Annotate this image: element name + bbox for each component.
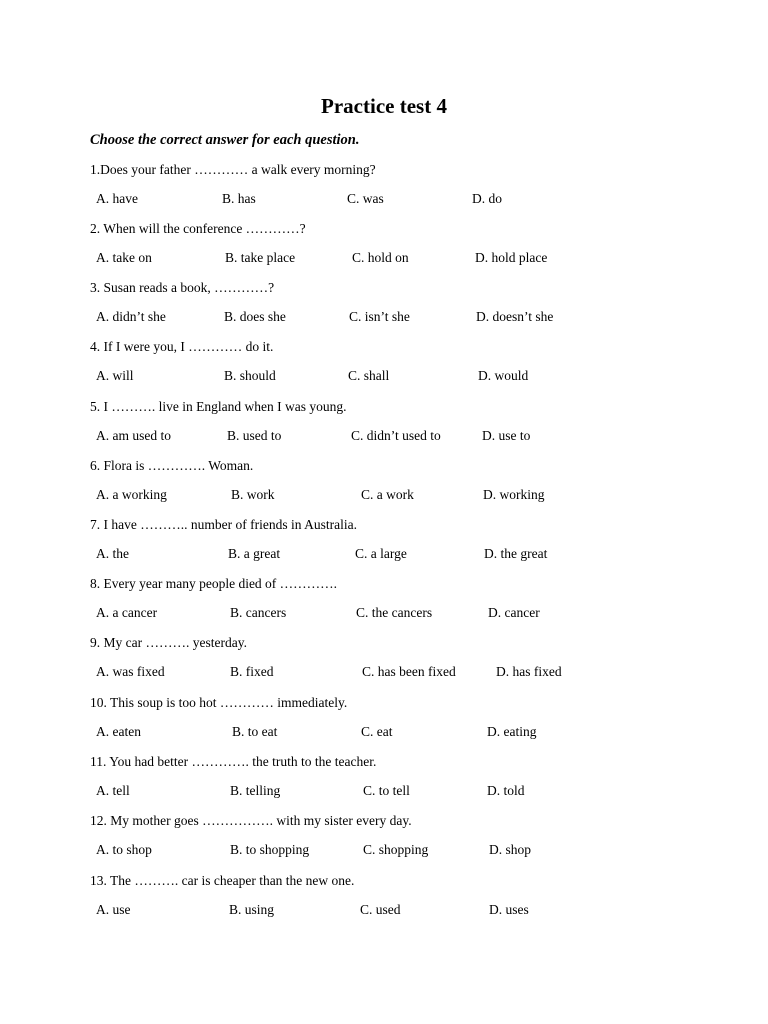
option-d: D. eating (487, 724, 537, 739)
option-a: A. am used to (96, 428, 171, 443)
question-stem: 2. When will the conference …………? (90, 221, 306, 236)
question-stem: 1.Does your father ………… a walk every morning? (90, 162, 376, 177)
option-a: A. didn’t she (96, 309, 166, 324)
option-c: C. didn’t used to (351, 428, 441, 443)
option-b: B. has (222, 191, 256, 206)
option-d: D. uses (489, 902, 529, 917)
option-c: C. isn’t she (349, 309, 410, 324)
option-a: A. to shop (96, 842, 152, 857)
option-a: A. have (96, 191, 138, 206)
option-c: C. a work (361, 487, 414, 502)
option-d: D. doesn’t she (476, 309, 554, 324)
question-stem: 11. You had better …………. the truth to the teacher. (90, 754, 377, 769)
option-c: C. a large (355, 546, 407, 561)
question-stem: 13. The ………. car is cheaper than the new one. (90, 873, 355, 888)
question-stem: 4. If I were you, I ………… do it. (90, 339, 274, 354)
option-b: B. to eat (232, 724, 278, 739)
question-stem: 3. Susan reads a book, …………? (90, 280, 275, 295)
page-title: Practice test 4 (321, 94, 447, 118)
option-b: B. fixed (230, 664, 274, 679)
option-b: B. should (224, 368, 276, 383)
question-stem: 8. Every year many people died of …………. (90, 576, 338, 591)
question-stem: 10. This soup is too hot ………… immediately. (90, 695, 348, 710)
option-b: B. take place (225, 250, 296, 265)
option-c: C. used (360, 902, 401, 917)
option-b: B. a great (228, 546, 281, 561)
option-d: D. hold place (475, 250, 548, 265)
question-stem: 9. My car ………. yesterday. (90, 635, 247, 650)
option-c: C. the cancers (356, 605, 433, 620)
option-d: D. the great (484, 546, 548, 561)
option-a: A. take on (96, 250, 152, 265)
option-a: A. will (96, 368, 134, 383)
option-c: C. has been fixed (362, 664, 456, 679)
question-stem: 12. My mother goes ……………. with my sister every day. (90, 813, 412, 828)
option-c: C. hold on (352, 250, 409, 265)
option-d: D. has fixed (496, 664, 562, 679)
option-d: D. cancer (488, 605, 540, 620)
option-b: B. work (231, 487, 275, 502)
option-d: D. told (487, 783, 525, 798)
option-d: D. use to (482, 428, 531, 443)
option-c: C. shall (348, 368, 390, 383)
option-d: D. working (483, 487, 545, 502)
option-c: C. eat (361, 724, 393, 739)
option-a: A. was fixed (96, 664, 165, 679)
instruction-text: Choose the correct answer for each question. (90, 132, 360, 148)
option-a: A. use (96, 902, 131, 917)
option-b: B. does she (224, 309, 286, 324)
option-b: B. using (229, 902, 275, 917)
option-a: A. tell (96, 783, 130, 798)
option-b: B. telling (230, 783, 281, 798)
question-stem: 5. I ………. live in England when I was young. (90, 399, 347, 414)
option-a: A. eaten (96, 724, 141, 739)
question-stem: 6. Flora is …………. Woman. (90, 458, 254, 473)
option-b: B. to shopping (230, 842, 310, 857)
option-d: D. shop (489, 842, 532, 857)
option-a: A. a cancer (96, 605, 158, 620)
option-d: D. would (478, 368, 529, 383)
option-a: A. a working (96, 487, 167, 502)
option-c: C. was (347, 191, 384, 206)
question-stem: 7. I have ……….. number of friends in Australia. (90, 517, 357, 532)
option-d: D. do (472, 191, 502, 206)
option-c: C. shopping (363, 842, 429, 857)
option-a: A. the (96, 546, 129, 561)
option-b: B. cancers (230, 605, 287, 620)
option-b: B. used to (227, 428, 282, 443)
option-c: C. to tell (363, 783, 410, 798)
